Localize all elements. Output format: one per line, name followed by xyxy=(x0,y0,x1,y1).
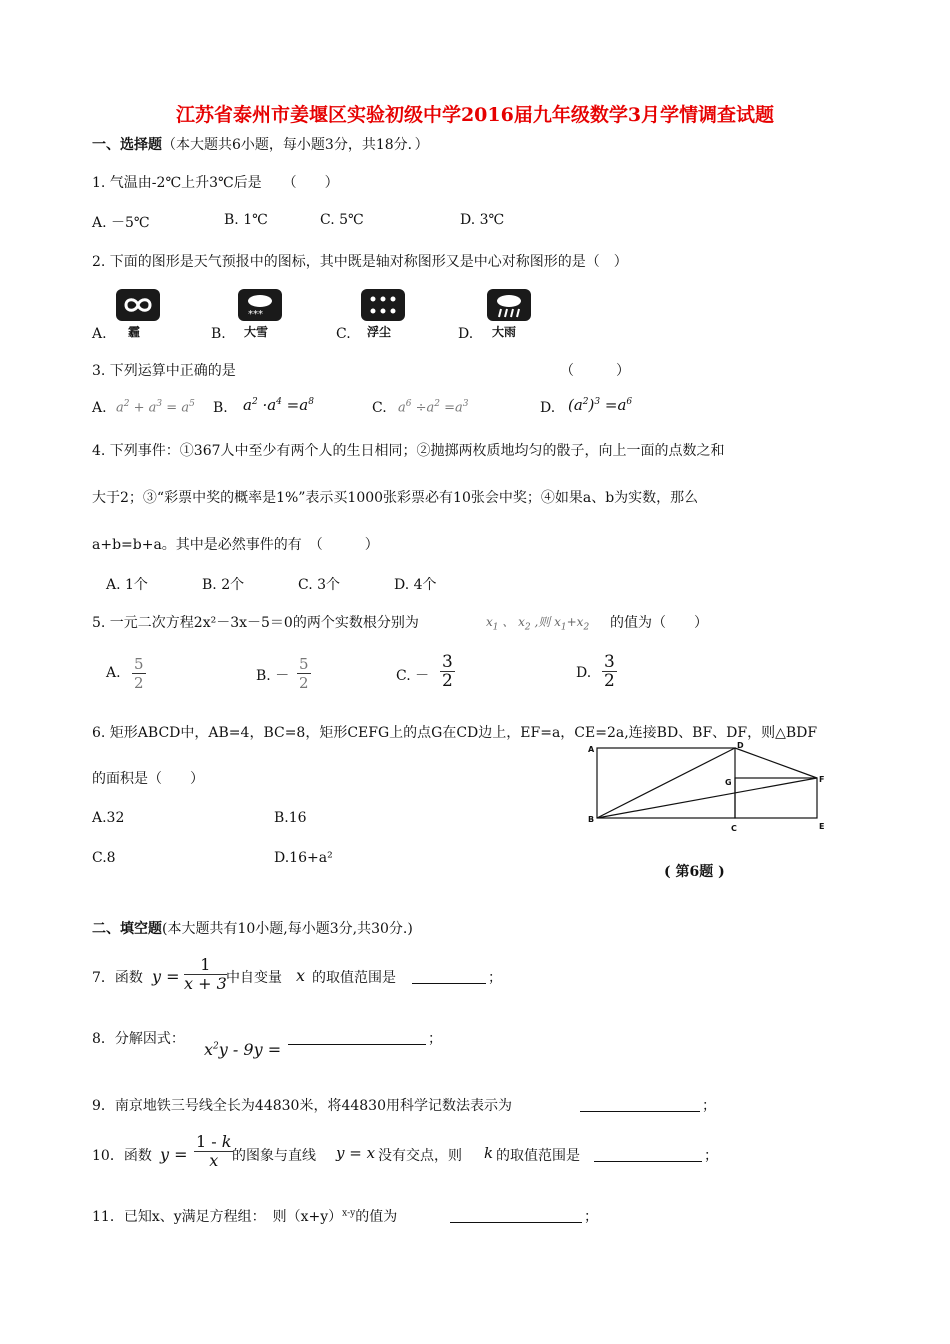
point-b: B xyxy=(588,815,595,824)
q2-option-b: B. xyxy=(211,326,226,342)
section2-header xyxy=(92,918,413,938)
q3-text: 3. 下列运算中正确的是 xyxy=(92,363,236,379)
q4-option-b: B. 2个 xyxy=(202,577,245,593)
q4-option-c: C. 3个 xyxy=(298,577,341,593)
q3-option-a-label: A. xyxy=(92,400,107,416)
q11-end: ； xyxy=(584,1209,598,1225)
q8-expression: $x^2y - 9y$ = xyxy=(204,1040,282,1059)
q5-option-a-label: A. xyxy=(106,665,121,681)
q5-roots: $x_1$ 、 $x_2$ ,则 $x_1+x_2$ xyxy=(486,615,590,633)
q5-text-start: 5. 一元二次方程2x²－3x－5＝0的两个实数根分别为 xyxy=(92,615,419,631)
q3-option-d-expr: $(a^2)^3 =a^6$ xyxy=(568,396,633,414)
q9-text: 9．南京地铁三号线全长为44830米，将44830用科学记数法表示为 xyxy=(92,1098,512,1114)
q5-option-d-frac: $\frac{3}{2}$ xyxy=(604,652,615,691)
heavy-rain-icon xyxy=(487,289,531,321)
q8-prefix: 8．分解因式： xyxy=(92,1031,185,1047)
q6-figure xyxy=(585,742,835,837)
q9-end: ； xyxy=(702,1098,716,1114)
q5-option-c-frac: $\frac{3}{2}$ xyxy=(442,652,453,691)
q2-text: 2. 下面的图形是天气预报中的图标，其中既是轴对称图形又是中心对称图形的是（ ） xyxy=(92,254,628,270)
q6-option-d: D.16+a² xyxy=(274,850,333,866)
q3-option-c-expr: $a^6 \div a^2 =a^3$ xyxy=(398,399,469,416)
section1-note: （本大题共6小题，每小题3分，共18分．） xyxy=(162,137,429,153)
q1-text: 1. 气温由-2℃上升3℃后是 （ ） xyxy=(92,175,339,191)
line-bd xyxy=(597,748,735,818)
q7-suffix2: 的取值范围是 xyxy=(312,970,396,986)
q1-option-d: D. 3℃ xyxy=(460,212,505,228)
q4-line3: a+b=b+a。其中是必然事件的有 （ ） xyxy=(92,537,379,553)
q9-answer-blank[interactable] xyxy=(580,1097,700,1112)
haze-icon xyxy=(116,289,160,321)
q2-option-a: A. xyxy=(92,326,107,342)
q7-prefix: 7．函数 xyxy=(92,970,143,986)
q11-mid: 的值为 xyxy=(355,1209,398,1225)
section1-header xyxy=(92,134,429,154)
q6-line1: 6. 矩形ABCD中，AB=4，BC=8，矩形CEFG上的点G在CD边上，EF=a，CE=2a,连接BD、BF、DF，则△BDF xyxy=(92,725,818,741)
q2-icon-label-a: 霾 xyxy=(128,325,141,339)
q3-option-c-label: C. xyxy=(372,400,387,416)
q3-option-b-expr: $a^2 \cdot a^4 =a^8$ xyxy=(243,396,314,414)
q5-option-c-label: C. － xyxy=(396,668,430,684)
svg-text:***: *** xyxy=(248,309,263,320)
rect-cefg xyxy=(735,778,817,818)
point-e: E xyxy=(819,822,825,831)
q6-caption: ( 第6题 ) xyxy=(664,864,725,880)
q6-option-b: B.16 xyxy=(274,810,307,826)
q10-mid2: 没有交点，则 xyxy=(378,1148,462,1164)
section2-note: (本大题共有10小题,每小题3分,共30分.) xyxy=(162,921,413,937)
q2-option-d: D. xyxy=(458,326,474,342)
q11-text xyxy=(92,1206,397,1226)
heavy-snow-icon xyxy=(238,289,282,321)
q11-exponent: x-y xyxy=(342,1208,356,1219)
line-df xyxy=(735,748,817,778)
q11-text-main: 11．已知x、y满足方程组： 则（x+y） xyxy=(92,1209,343,1225)
q10-line-expr: y = x xyxy=(336,1144,376,1162)
q1-option-c: C. 5℃ xyxy=(320,212,364,228)
q6-option-a: A.32 xyxy=(92,810,125,826)
q4-line2: 大于2；③“彩票中奖的概率是1%”表示买1000张彩票必有10张会中奖；④如果a、b为实数，那么 xyxy=(92,490,699,506)
q7-variable: x xyxy=(296,966,306,985)
q5-option-a-frac: $\frac{5}{2}$ xyxy=(134,655,144,692)
page-title: 江苏省泰州市姜堰区实验初级中学2016届九年级数学3月学情调查试题 xyxy=(175,104,775,126)
q2-icon-label-b: 大雪 xyxy=(244,325,269,339)
q4-option-d: D. 4个 xyxy=(394,577,437,593)
q3-option-b-label: B. xyxy=(213,400,228,416)
q3-option-a-expr: $a^2 + a^3 = a^5$ xyxy=(116,399,195,416)
point-d: D xyxy=(737,742,744,750)
section2-heading: 二、填空题 xyxy=(92,921,162,937)
q5-option-b-label: B. － xyxy=(256,668,290,684)
q10-end: ； xyxy=(704,1148,718,1164)
point-f: F xyxy=(819,775,825,784)
q10-answer-blank[interactable] xyxy=(594,1147,702,1162)
q10-variable-k: k xyxy=(484,1144,494,1162)
point-c: C xyxy=(731,824,737,833)
q8-end: ； xyxy=(428,1031,442,1047)
q7-suffix: 中自变量 xyxy=(226,970,282,986)
q10-prefix: 10．函数 xyxy=(92,1148,152,1164)
q7-end: ； xyxy=(488,970,502,986)
q7-answer-blank[interactable] xyxy=(412,969,486,984)
q5-option-b-frac: $\frac{5}{2}$ xyxy=(299,655,309,692)
q2-option-c: C. xyxy=(336,326,351,342)
q4-line1: 4. 下列事件：①367人中至少有两个人的生日相同；②抛掷两枚质地均匀的骰子，向上一面的点数之和 xyxy=(92,443,725,459)
q8-answer-blank[interactable] xyxy=(288,1030,426,1045)
q3-option-d-label: D. xyxy=(540,400,556,416)
q2-icon-label-c: 浮尘 xyxy=(367,325,392,339)
section1-heading: 一、选择题 xyxy=(92,137,162,153)
q3-paren: （ ） xyxy=(560,363,630,379)
q1-option-a: A. －5℃ xyxy=(92,215,150,231)
q5-option-d-label: D. xyxy=(576,665,592,681)
point-a: A xyxy=(588,745,595,754)
q10-fraction: $\frac{1 - k}{x}$ xyxy=(196,1132,232,1170)
q6-option-c: C.8 xyxy=(92,850,116,866)
point-g: G xyxy=(725,778,732,787)
q5-text-end: 的值为（ ） xyxy=(610,615,708,631)
line-bf xyxy=(597,778,817,818)
q10-y-equals: y = xyxy=(160,1145,188,1164)
q4-option-a: A. 1个 xyxy=(106,577,148,593)
q10-mid: 的图象与直线 xyxy=(232,1148,316,1164)
q2-icon-label-d: 大雨 xyxy=(492,325,517,339)
q7-y-equals: y = xyxy=(152,967,180,986)
q11-answer-blank[interactable] xyxy=(450,1208,582,1223)
q10-mid3: 的取值范围是 xyxy=(496,1148,580,1164)
q7-fraction: $\frac{1}{x + 3}$ xyxy=(184,955,227,993)
q6-line2: 的面积是（ ） xyxy=(92,771,204,787)
q1-option-b: B. 1℃ xyxy=(224,212,268,228)
floating-dust-icon xyxy=(361,289,405,321)
